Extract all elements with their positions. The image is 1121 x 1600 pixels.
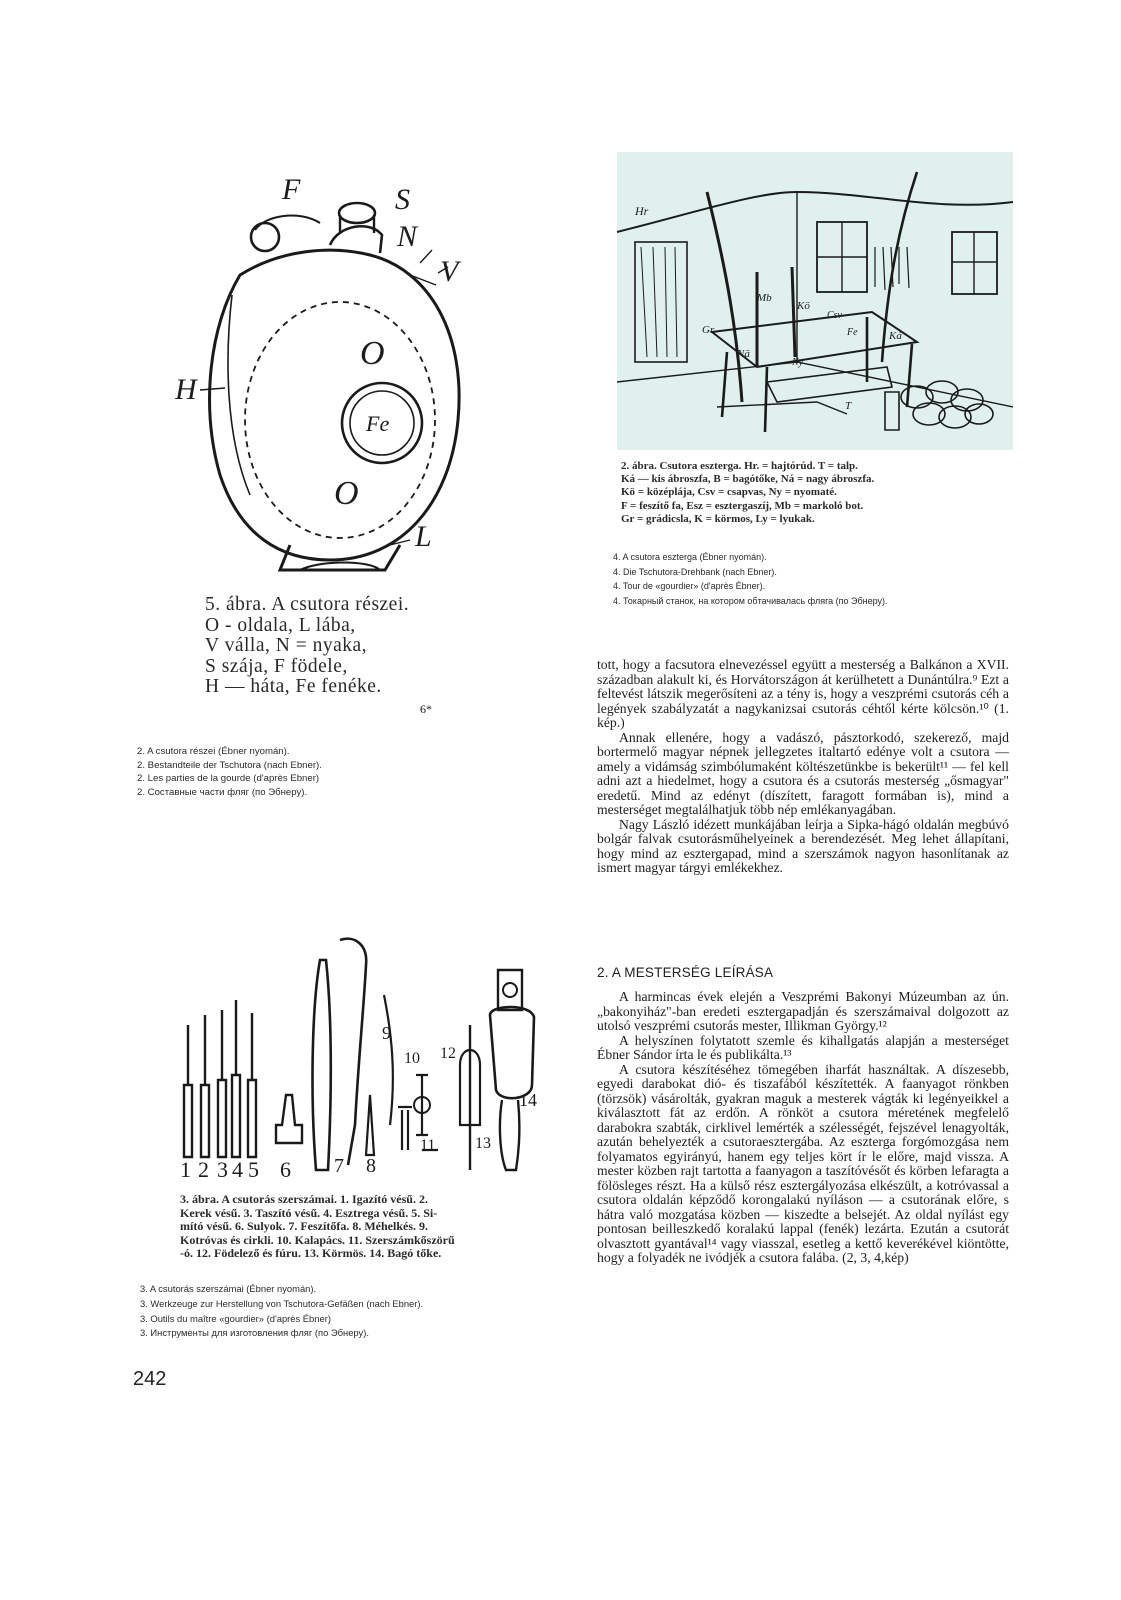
figure-2-legend-line: Kö = középlája, Csv = csapvas, Ny = nyomaté.: [621, 486, 837, 499]
tool-number: 14: [519, 1090, 537, 1110]
paragraph: tott, hogy a facsutora elnevezéssel együtt a mesterség a Balkánon a XVII. században alakult ki, és Horvátországon át kerülhetett a Dunántúlra.⁹ Ezt a feltevést látszik megerősíteni az a tény is, hogy a veszprémi csutorás céh a legények szabályzatát a nagykanizsai csutorás céhtől kérte kölcsön.¹⁰ (1. kép.): [597, 657, 1009, 730]
figure-2-legend-line: F = feszítő fa, Esz = esztergaszíj, Mb = markoló bot.: [621, 499, 864, 512]
tool-number: 13: [475, 1135, 491, 1152]
figure-3-legend-line: Kerek vésű. 3. Taszító vésű. 4. Esztrega vésű. 5. Si-: [180, 1205, 438, 1220]
tool-number: 2: [198, 1157, 209, 1182]
paragraph: A harmincas évek elején a Veszprémi Bakonyi Múzeumban az ún. „bakonyiház"-ban eredeti esztergapadján és szerszámaival dolgozott az utolsó veszprémi csutorás mester, Illikman György.¹²: [597, 989, 1009, 1033]
caption-4: [613, 550, 1033, 608]
label-Ko: Kö: [797, 300, 810, 312]
article-body-upper: [597, 658, 1009, 876]
label-O-upper: O: [360, 335, 385, 372]
figure-5-gourd-drawing: [170, 175, 480, 595]
caption-line: 3. Werkzeuge zur Herstellung von Tschutora-Gefäßen (nach Ebner).: [140, 1297, 424, 1309]
article-body-lower: [597, 990, 1009, 1266]
figure-5-legend-line: H — hátа, Fe fenéke.: [205, 676, 382, 697]
label-Fe: Fe: [847, 327, 858, 338]
label-F: F: [282, 173, 301, 206]
tool-number: 7: [334, 1155, 344, 1177]
label-Gr: Gr: [702, 324, 715, 336]
tool-number: 9: [382, 1023, 391, 1043]
figure-5-page-mark: 6*: [420, 702, 432, 716]
page-number: 242: [133, 1368, 167, 1390]
figure-3-legend-line: mító vésű. 6. Sulyok. 7. Feszítőfa. 8. Méhelkés. 9.: [180, 1219, 428, 1234]
paragraph: Annak ellenére, hogy a vadászó, pásztorkodó, szekerező, majd bortermelő magyar népnek jellegzetes italtartó edénye volt a csutora — amely a vidámság szimbólumaként költészetünkbe is bekerült¹¹ — fel kell adni azt a hiedelmet, hogy a csutora és a csutorás mesterség „ősmagyar" eredetű. Mind az edényt (díszített, faragott formában is), mind a mesterséget megtalálhatjuk több nép emlékanyagában.: [597, 729, 1009, 817]
figure-2-lathe-workshop: [617, 152, 1013, 450]
caption-line: 4. Tour de «gourdier» (d'après Ébner).: [613, 581, 766, 591]
caption-3: [140, 1282, 540, 1341]
label-Fe: Fe: [366, 411, 390, 436]
caption-line: 2. A csutora részei (Ébner nyomán).: [137, 746, 290, 757]
figure-5-legend-line: V vállа, N = nyaka,: [205, 635, 368, 656]
label-V: V: [440, 255, 459, 288]
tool-number: 12: [440, 1045, 456, 1062]
tool-number: 8: [366, 1155, 376, 1177]
label-H: H: [175, 373, 197, 406]
label-Mb: Mb: [757, 292, 772, 304]
caption-line: 3. Инструменты для изготовления фляг (по Эбнеру).: [140, 1327, 369, 1339]
paragraph: A helyszínen folytatott szemle és kihallgatás alapján a mesterséget Ébner Sándor írta le és publikálta.¹³: [597, 1032, 1009, 1062]
label-O-lower: O: [334, 475, 359, 512]
label-L: L: [415, 520, 432, 553]
figure-5-legend-line: O - oldala, L lába,: [205, 614, 356, 636]
figure-3-legend-line: -ó. 12. Födelező és fúru. 13. Körmös. 14. Bagó tőke.: [180, 1246, 442, 1261]
caption-line: 2. Bestandteile der Tschutora (nach Ebner).: [137, 759, 322, 771]
figure-3-legend-line: Kotróvas és cirkli. 10. Kalapács. 11. Szerszámkőszörű: [180, 1232, 455, 1247]
label-Ka: Ká: [889, 330, 902, 342]
tool-number: 1: [180, 1157, 191, 1182]
tool-number: 5: [248, 1157, 259, 1182]
figure-2-legend: [621, 460, 1021, 526]
paragraph: A csutora készítéséhez tömegében iharfát használtak. A díszesebb, egyedi darabokat dió- és tiszafából készítették. A faanyagot rönkben (törzsök) vásárolták, gyakran maguk a mesterek vágták ki legényeikkel a kiválasztott fát az erdőn. A rönköt a csutora méretének megfelelő darabokra szabták, cirklivel lemérték a szélességét, fejszével lenagyolták, azután behelyezték a csutoraesztergába. Az esztergа forgómozgása nem folyamatos egyirányú, hanem egy teljes kört ír le előre, majd vissza. A mester közben rajt tartotta a faanyagon a taszítóvésőt és körben lefaragta a fölösleges részt. Ha a külső rész esztergályozása elkészült, a kotróvassal a csutora oldalán képződő korongalakú nyíláson — a csutorának előre, s hátra való mozgatása közben — kiszedte a belsejét. Az oldal nyílást egy pontosan beilleszkedő koralakú lappal (fenék) lezárta. Ezután a csutorát olvasztott gyantával¹⁴ vagy viasszal, esetleg a kettő keverékével kiöntötte, hogy a folyadék ne ivódjék a csutora falába. (2, 3, 4,kép): [597, 1061, 1009, 1265]
caption-line: 3. A csutorás szerszámai (Ébner nyomán).: [140, 1283, 317, 1294]
tool-number: 3: [217, 1157, 228, 1182]
label-N: N: [397, 220, 418, 253]
figure-5-legend-line: 5. ábra. A csutora részei.: [205, 594, 410, 615]
caption-line: 4. Токарный станок, на котором обтачивалась фляга (по Эбнеру).: [613, 595, 888, 606]
label-Csv: Csv: [827, 310, 842, 321]
caption-2: [137, 745, 497, 799]
figure-5-legend-line: S szája, F födele,: [205, 655, 348, 677]
caption-line: 3. Outils du maître «gourdier» (d'après Ébner): [140, 1312, 331, 1324]
label-Hr: Hr: [635, 204, 649, 218]
caption-line: 4. A csutora esztergа (Ébner nyomán).: [613, 552, 767, 562]
caption-line: 2. Составные части фляг (по Эбнеру).: [137, 786, 308, 798]
caption-line: 2. Les parties de la gourde (d'après Ebner): [137, 773, 320, 785]
figure-3-legend-line: 3. ábra. A csutorás szerszámai. 1. Igazító vésű. 2.: [180, 1192, 428, 1206]
label-Ny: Ny: [792, 357, 804, 368]
figure-3-tools-drawing: [170, 925, 550, 1190]
figure-2-legend-line: Gr = grádicsla, K = körmos, Ly = lyukak.: [621, 512, 815, 525]
figure-5-legend: [205, 595, 495, 698]
label-T: T: [845, 400, 852, 412]
tool-number: 6: [280, 1157, 291, 1182]
label-S: S: [395, 183, 410, 216]
figure-3-legend: [180, 1193, 540, 1261]
paragraph: Nagy László idézett munkájában leírja a Sipka-hágó oldalán megbúvó bolgár falvak csutorásműhelyeinek a berendezését. Meg lehet állapítani, hogy mind az esztergapad, mind a szerszámok nagyon hasonlítanak az ismert magyar tárgyi emlékekhez.: [597, 816, 1009, 875]
tool-number: 4: [232, 1157, 243, 1182]
label-Na: Nä: [737, 348, 750, 360]
section-heading: 2. A MESTERSÉG LEÍRÁSA: [597, 965, 774, 980]
tool-number: 11: [420, 1137, 436, 1154]
figure-2-legend-line: Ká — kis ábroszfa, B = bagótőke, Ná = nagy ábroszfa.: [621, 473, 875, 486]
tool-number: 10: [404, 1050, 420, 1067]
figure-2-legend-line: 2. ábra. Csutora esztergа. Hr. = hajtórúd. T = talp.: [621, 460, 858, 472]
caption-line: 4. Die Tschutora-Drehbank (nach Ebner).: [613, 566, 777, 577]
